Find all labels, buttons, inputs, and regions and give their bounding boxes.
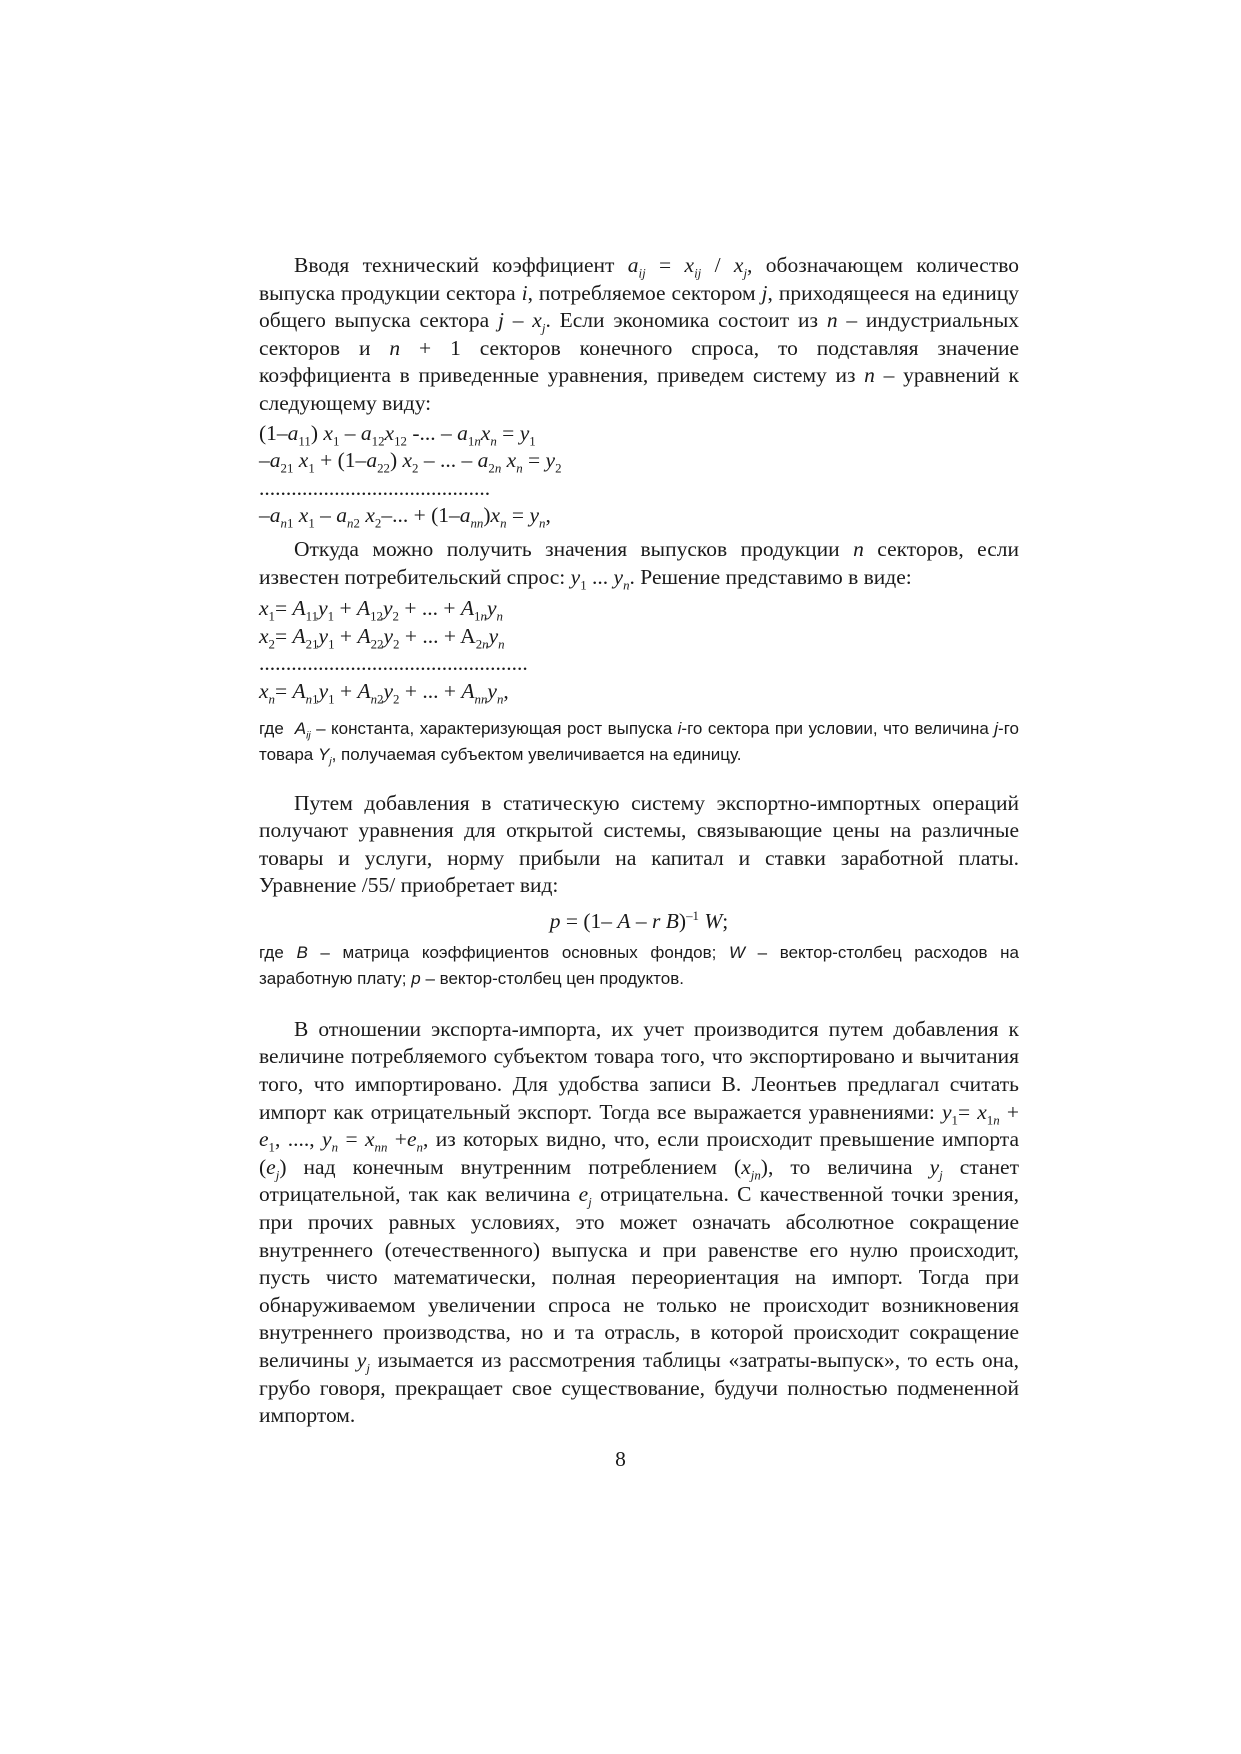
paragraph-intro: Вводя технический коэффициент $a_{ij} = x_{ij} / x_j$, обозначающем количество выпуска продукции сектора i, потребляемое сектором j, приходящееся на единицу общего выпуска сектора j – $x_j$. Если экономика состоит из n – индустриальных секторов и n + 1 секторов конечного спроса, то подставляя значение коэффициента в приведенные уравнения, приведем систему из n – уравнений к следующему виду: xyxy=(259,253,1020,415)
paragraph-solution: Откуда можно получить значения выпусков продукции n секторов, если известен потребительский спрос: $y_1$ ... $y_n$. Решение представимо в виде: xyxy=(259,536,1019,592)
system1-dots: ........................................... xyxy=(259,475,491,500)
page-body xyxy=(259,252,1019,1430)
note-matrix-b: где B – матрица коэффициентов основных фондов; W – вектор-столбец расходов на заработную плату; p – вектор-столбец цен продуктов. xyxy=(259,942,1019,988)
note-aij: где $A_{ij}$ – константа, характеризующая рост выпуска i-го сектора при условии, что величина j-го товара $Y_j$, получаемая субъектом увеличивается на единицу. xyxy=(259,718,1019,767)
system1-line-2: $-a_{21}$ $x_1 + (1-a_{22})$ $x_2$ – ... – $a_{2n}$ $x_n = y_2$ xyxy=(259,448,562,476)
system2-dots: .................................................. xyxy=(259,651,528,676)
system1-line-1: $(1-a_{11})$ $x_1 - a_{12}x_{12}$ -... – $a_{1n}x_n = y_1$ xyxy=(259,420,536,448)
system2-line-n: $x_n= A_{n1}y_1 + A_{n2}y_2$ + ... + $A_{nn}y_n$, xyxy=(259,678,509,707)
system2-line-1: $x_1= A_{11}y_1 + A_{12}y_2$ + ... + $A_{1n}y_n$ xyxy=(259,596,503,624)
equation-system-2 xyxy=(259,595,1019,705)
price-equation: p = (1– A – r B)$^{-1}$ W; xyxy=(549,908,729,933)
system2-line-2: $x_2= A_{21}y_1 + A_{22}y_2$ + ... + $A_{2n}y_n$ xyxy=(259,623,505,652)
system1-line-n: $-a_{n1}$ $x_1 - a_{n2}$ $x_2-$... + $(1-a_{nn})x_n = y_n$, xyxy=(259,503,551,531)
equation-system-1 xyxy=(259,420,1019,530)
page-number: 8 xyxy=(615,1447,626,1471)
paragraph-export-import: В отношении экспорта-импорта, их учет производится путем добавления к величине потребляемого субъектом товара того, что экспортировано и вычитания того, что импортировано. Для удобства записи В. Леонтьев предлагал считать импорт как отрицательный экспорт. Тогда все выражается уравнениями: $y_1= x_{1n} + e_1$, ...., $y_n = x_{nn} +e_n$, из которых видно, что, если происходит превышение импорта $(e_j)$ над конечным внутренним потреблением $(x_{jn})$, то величина $y_j$ станет отрицательной, так как величина $e_j$ отрицательна. С качественной точки зрения, при прочих равных условиях, это может означать абсолютное сокращение внутреннего (отечественного) выпуска и при равенстве его нулю происходит, пусть чисто математически, полная переориентация на импорт. Тогда при обнаруживаемом увеличении спроса не только не происходит возникновения внутреннего производства, но и та отрасль, в которой происходит сокращение величины $y_j$ изымается из рассмотрения таблицы «затраты-выпуск», то есть она, грубо говоря, прекращает свое существование, будучи полностью подмененной импортом. xyxy=(259,1016,1019,1428)
paragraph-open-system: Путем добавления в статическую систему экспортно-импортных операций получают уравнения для открытой системы, связывающие цены на различные товары и услуги, норму прибыли на капитал и ставки заработной платы. Уравнение /55/ приобретает вид: xyxy=(259,790,1019,898)
